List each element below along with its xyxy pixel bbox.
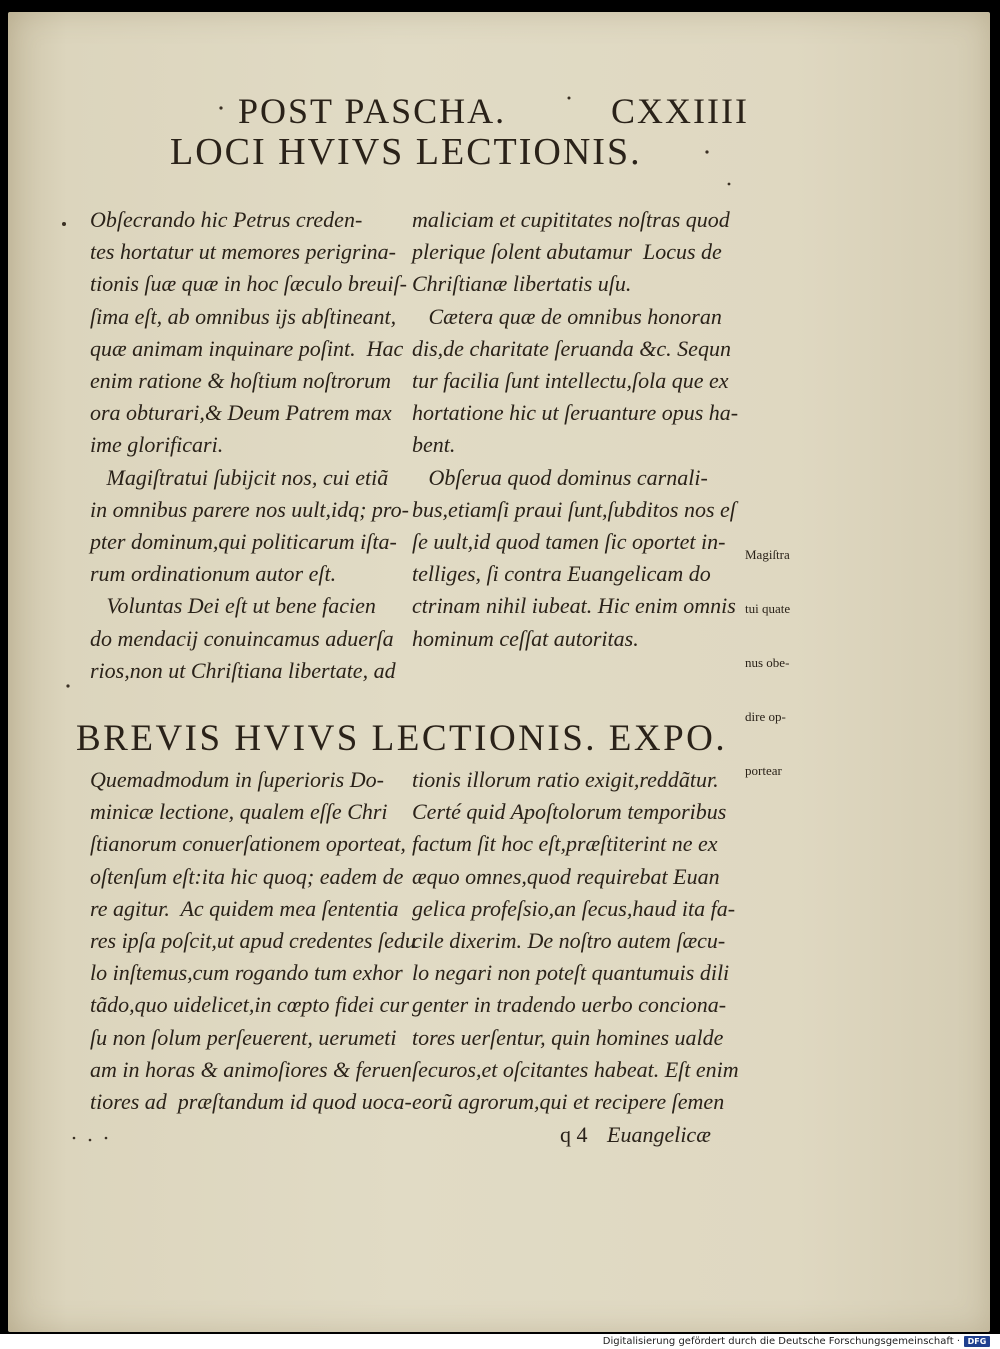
funding-credit: Digitalisierung gefördert durch die Deutsche Forschungsgemeinschaft · xyxy=(602,1336,960,1347)
text-line: tur facilia ſunt intellectu,ſola que ex xyxy=(412,368,729,394)
text-line: rum ordinationum autor eſt. xyxy=(90,561,337,587)
text-line: factum ſit hoc eſt,præſtiterint ne ex xyxy=(412,831,718,857)
text-line: Certé quid Apoſtolorum temporibus xyxy=(412,799,727,825)
text-line: hortatione hic ut ſeruanture opus ha- xyxy=(412,400,739,426)
catchword-line xyxy=(560,1122,711,1148)
text-column-right xyxy=(412,764,742,1118)
text-line: Voluntas Dei eſt ut bene facien xyxy=(90,593,376,619)
text-line: tãdo,quo uidelicet,in cœpto fidei cur xyxy=(90,992,409,1018)
text-line: Obſecrando hic Petrus creden- xyxy=(90,207,363,232)
text-line: minicæ lectione, qualem eſſe Chri xyxy=(90,799,388,825)
text-line: dis,de charitate ſeruanda &c. Sequn xyxy=(412,335,731,361)
text-line: ctrinam nihil iubeat. Hic enim omnis xyxy=(412,593,736,619)
text-line: telliges, ſi contra Euangelicam do xyxy=(412,561,711,587)
text-line: gelica profeſsio,an ſecus,haud ita fa- xyxy=(412,895,736,921)
text-line: tores uerſentur, quin homines ualde xyxy=(412,1024,724,1050)
text-line: ſu non ſolum perſeuerent, uerumeti xyxy=(90,1024,397,1050)
text-line: hominum ceſſat autoritas. xyxy=(412,625,639,651)
text-line: rios,non ut Chriſtiana libertate, ad xyxy=(90,657,396,683)
text-line: eorũ agrorum,qui et recipere ſemen xyxy=(412,1089,725,1115)
text-line: Quemadmodum in ſuperioris Do- xyxy=(90,767,384,792)
text-line: oſtenſum eſt:ita hic quoq; eadem de xyxy=(90,863,404,889)
marginal-note-line: nus obe- xyxy=(745,655,790,670)
text-line: lo inſtemus,cum rogando tum exhor xyxy=(90,960,403,986)
digitization-footer xyxy=(0,1334,1000,1349)
text-line: Chriſtianæ libertatis uſu. xyxy=(412,271,632,297)
text-line: ſima eſt, ab omnibus ijs abſtineant, xyxy=(90,303,397,329)
signature-mark: q 4 xyxy=(560,1122,588,1147)
section-heading-loci: LOCI HVIVS LECTIONIS. xyxy=(170,131,642,173)
text-line: plerique ſolent abutamur Locus de xyxy=(412,239,722,265)
text-line: tiores ad præſtandum id quod uoca- xyxy=(90,1089,412,1115)
text-line: ime glorificari. xyxy=(90,432,224,458)
text-line: pter dominum,qui politicarum iſta- xyxy=(90,529,397,555)
text-column-left xyxy=(90,764,416,1118)
text-line: enim ratione & hoſtium noſtrorum xyxy=(90,368,392,394)
text-line: cile dixerim. De noſtro autem ſæcu- xyxy=(412,928,726,954)
marginal-note-line: tui quate xyxy=(745,601,791,616)
marginal-note-line: portear xyxy=(745,763,782,778)
text-line: lo negari non poteſt quantumuis dili xyxy=(412,960,730,986)
section-heading-expositio: BREVIS HVIVS LECTIONIS. EXPO. xyxy=(76,718,728,759)
text-line: ſecuros,et oſcitantes habeat. Eſt enim xyxy=(412,1056,739,1082)
text-line: quæ animam inquinare poſint. Hac xyxy=(90,335,404,361)
text-line: tes hortatur ut memores perigrina- xyxy=(90,239,396,265)
text-column-right xyxy=(412,204,742,655)
text-line: tionis ſuæ quæ in hoc ſæculo breuiſ- xyxy=(90,271,407,297)
text-line: ſe uult,id quod tamen ſic oportet in- xyxy=(412,529,726,555)
text-line: Obſerua quod dominus carnali- xyxy=(412,464,708,490)
text-line: bus,etiamſi praui ſunt,ſubditos nos eſ xyxy=(412,496,736,522)
text-line: do mendacij conuincamus aduerſa xyxy=(90,625,394,651)
running-title: POST PASCHA. xyxy=(238,91,507,131)
text-line: tionis illorum ratio exigit,reddãtur. xyxy=(412,767,719,792)
text-line: am in horas & animoſiores & feruen xyxy=(90,1056,412,1082)
marginal-note xyxy=(745,510,825,816)
text-line: res ipſa poſcit,ut apud credentes ſedu xyxy=(90,928,416,954)
text-line: re agitur. Ac quidem mea ſententia xyxy=(90,895,399,921)
marginal-note-line: Magiſtra xyxy=(745,547,790,562)
folio-number: CXXIIII xyxy=(611,91,749,131)
text-line: ſtianorum conuerſationem oporteat, xyxy=(90,831,406,857)
text-line: genter in tradendo uerbo conciona- xyxy=(412,992,727,1018)
marginal-note-line: dire op- xyxy=(745,709,786,724)
text-line: Cætera quæ de omnibus honoran xyxy=(412,303,722,329)
text-line: Magiſtratui ſubijcit nos, cui etiã xyxy=(90,464,389,490)
text-line: maliciam et cupititates noſtras quod xyxy=(412,207,730,232)
text-line: ora obturari,& Deum Patrem max xyxy=(90,400,392,426)
dfg-logo: DFG xyxy=(964,1336,990,1347)
catchword: Euangelicæ xyxy=(607,1122,711,1147)
text-line: bent. xyxy=(412,432,456,458)
text-line: in omnibus parere nos uult,idq; pro- xyxy=(90,496,409,522)
text-line: æquo omnes,quod requirebat Euan xyxy=(412,863,720,889)
text-column-left xyxy=(90,204,409,687)
